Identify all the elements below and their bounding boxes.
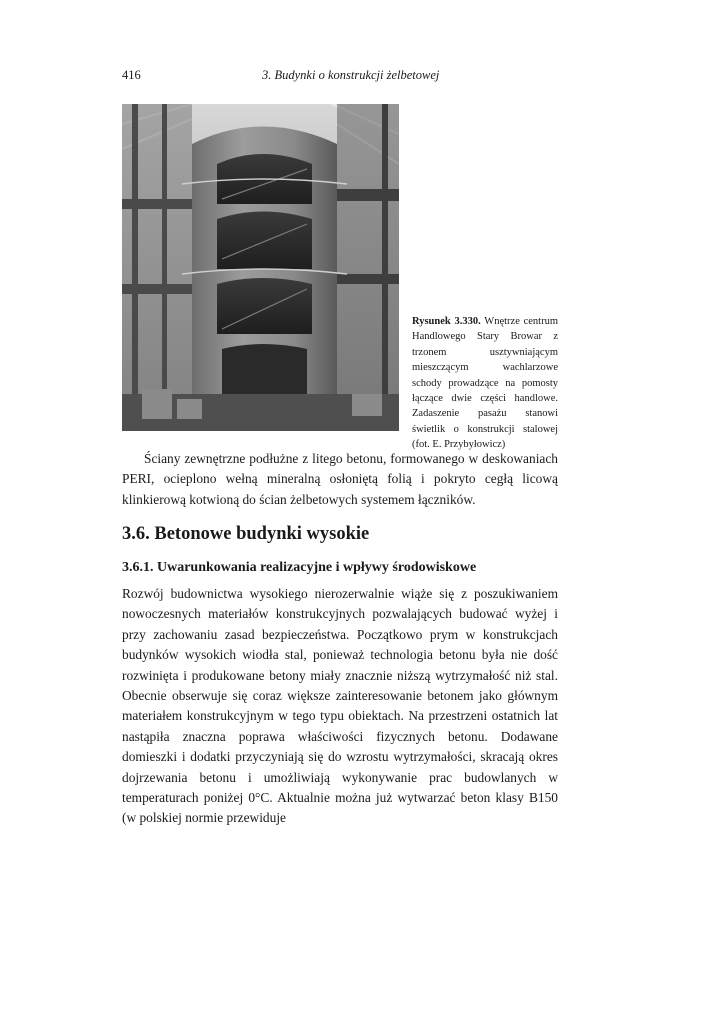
figure-label: Rysunek 3.330. — [412, 316, 481, 327]
page-number: 416 — [122, 68, 141, 82]
paragraph-high-rise: Rozwój budownictwa wysokiego nierozerwalnie wiąże się z poszukiwaniem nowoczesnych materiałów konstrukcyjnych pozwalających budować wyżej i przy zachowaniu zasad bezpieczeństwa. Początkowo prym w konstrukcjach budynków wysokich wiodła stal, ponieważ technologia betonu była nie dość rozwinięta i produkowane betony miały znacznie niższą wytrzymałość niż stal. Obecnie obserwuje się coraz większe zainteresowanie betonem jako głównym materiałem konstrukcyjnym w tego typu obiektach. Na przestrzeni ostatnich lat nastąpiła znaczna poprawa właściwości fizycznych betonu. Dodawane domieszki i dodatki przyczyniają się do wzrostu wytrzymałości, skracają okres dojrzewania betonu i umożliwiają wykonywanie prac budowlanych w temperaturach poniżej 0°C. Aktualnie można już wytwarzać beton klasy B150 (w polskiej normie przewiduje — [122, 586, 558, 826]
section-heading: 3.6. Betonowe budynki wysokie — [122, 524, 370, 544]
figure-caption — [412, 314, 558, 453]
photo-illustration — [122, 104, 399, 431]
running-head: 3. Budynki o konstrukcji żelbetowej — [262, 68, 440, 82]
figure-caption-text: Wnętrze centrum Handlowego Stary Browar z trzonem usztywniającym mieszczącym wachlarzowe schody prowadzące na pomosty łączące dwie części handlowe. Zadaszenie pasażu stanowi świetlik o konstrukcji stalowej (fot. E. Przybyłowicz) — [412, 316, 558, 451]
page-header — [122, 68, 558, 86]
paragraph-walls: Ściany zewnętrzne podłużne z litego betonu, formowanego w deskowaniach PERI, ocieplono wełną mineralną osłoniętą folią i pokryto cegłą licową klinkierową kotwioną do ścian żelbetowych systemem łączników. — [122, 451, 558, 507]
figure-photo — [122, 104, 399, 431]
subsection-heading: 3.6.1. Uwarunkowania realizacyjne i wpływy środowiskowe — [122, 560, 477, 575]
